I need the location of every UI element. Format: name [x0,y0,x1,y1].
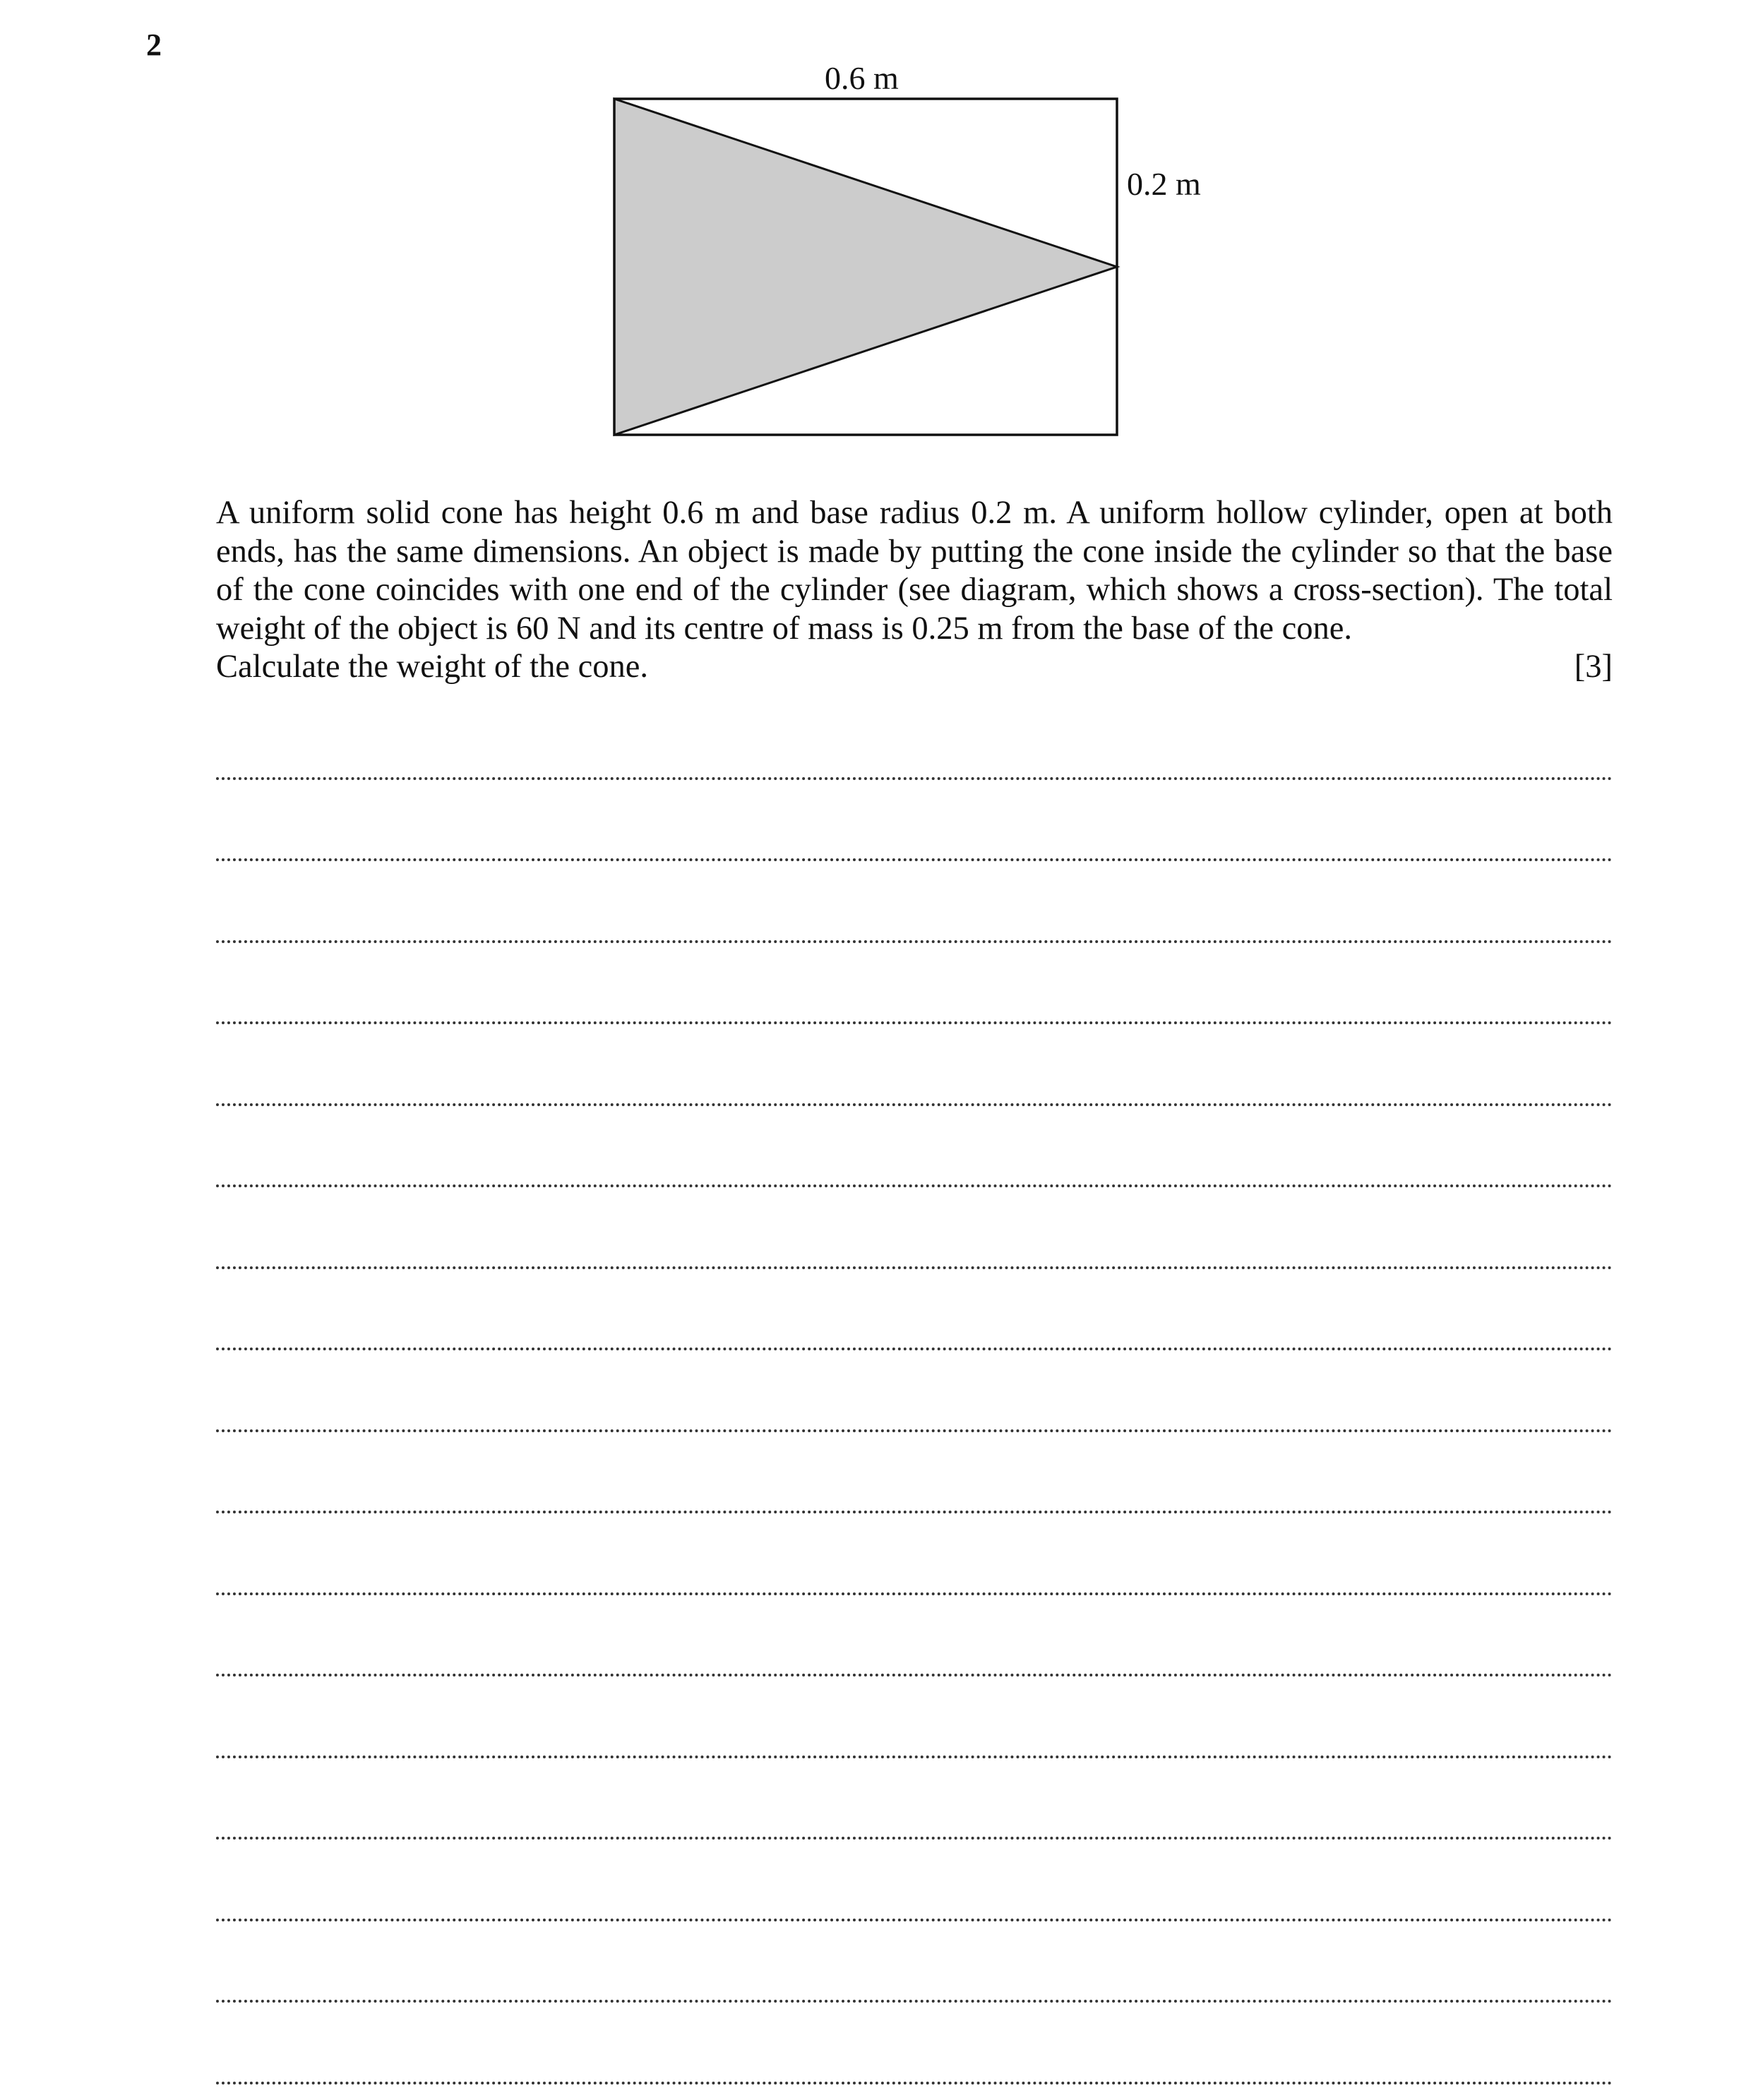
answer-line[interactable] [216,1358,1613,1440]
width-label: 0.6 m [825,60,899,96]
answer-line[interactable] [216,1766,1613,1848]
answer-line[interactable] [216,1440,1613,1522]
radius-label: 0.2 m [1127,166,1201,202]
cross-section-diagram [0,0,1751,494]
answer-line[interactable] [216,788,1613,870]
answer-line[interactable] [216,706,1613,788]
cone-cross-section [614,99,1117,435]
answer-line[interactable] [216,869,1613,951]
answer-line[interactable] [216,951,1613,1033]
question-number: 2 [146,28,162,62]
answer-line[interactable] [216,1929,1613,2011]
question-text-block [216,494,1613,687]
question-final-line [216,648,1613,687]
answer-line[interactable] [216,1032,1613,1114]
answer-line[interactable] [216,1847,1613,1929]
answer-line[interactable] [216,1603,1613,1685]
answer-line[interactable] [216,1195,1613,1277]
answer-line[interactable] [216,1521,1613,1603]
question-body: A uniform solid cone has height 0.6 m and base radius 0.2 m. A uniform hollow cylinder, open at both ends, has the same dimensions. An object is made by putting the cone inside the cylinder so that the base of the cone coincides with one end of the cylinder (see diagram, which shows a cross-section). The total weight of the object is 60 N and its centre of mass is 0.25 m from the base of the cone. [216,495,1613,647]
answer-line[interactable] [216,1277,1613,1359]
answer-line[interactable] [216,2010,1613,2092]
question-instruction: Calculate the weight of the cone. [216,649,649,685]
answer-area[interactable] [216,706,1613,2092]
marks-allocation: [3] [1574,649,1613,685]
answer-line[interactable] [216,1114,1613,1196]
answer-line[interactable] [216,1684,1613,1766]
